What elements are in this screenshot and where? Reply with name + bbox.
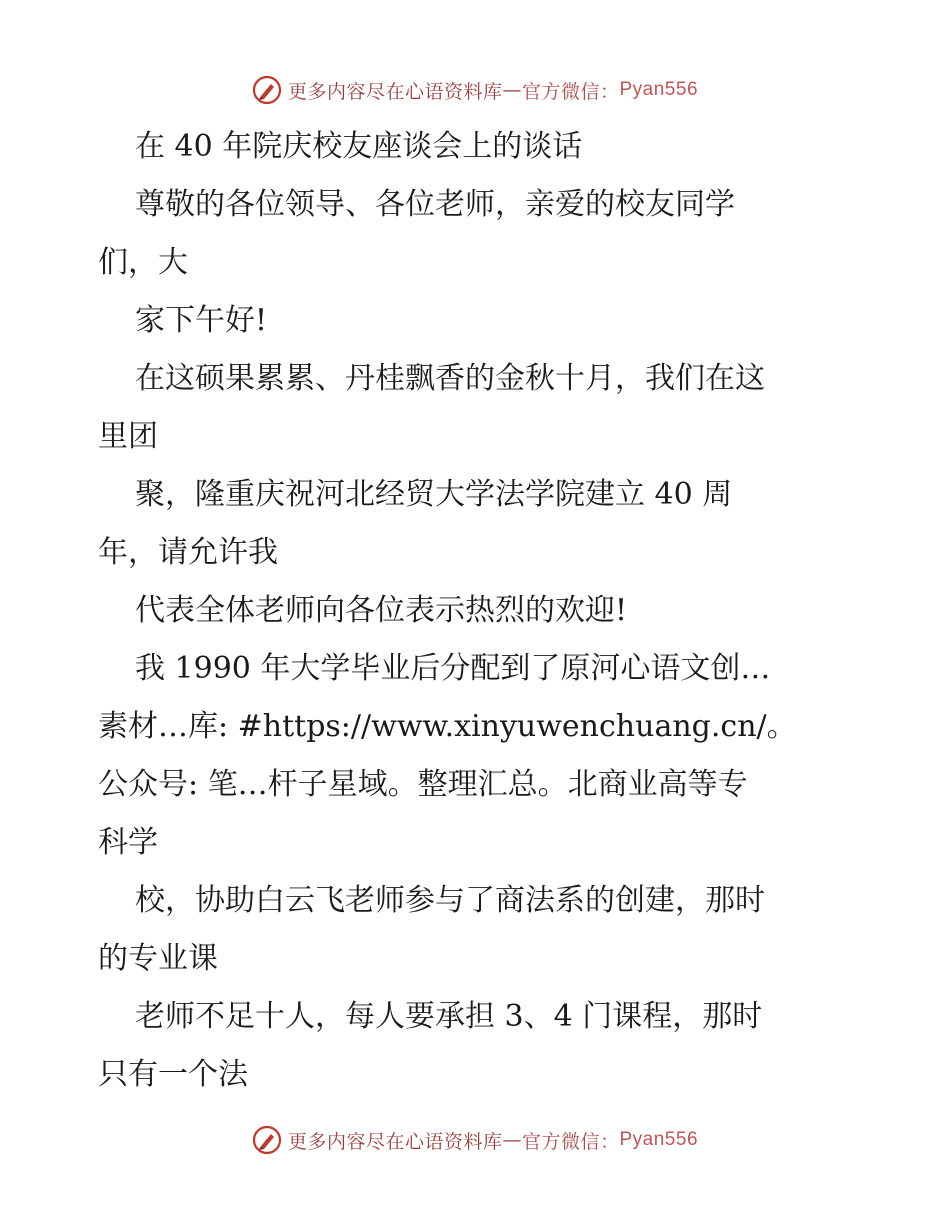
document-line: 代表全体老师向各位表示热烈的欢迎! — [135, 593, 628, 628]
document-line: 只有一个法 — [98, 1057, 248, 1092]
document-line: 们，大 — [98, 245, 188, 280]
banner-wechat-handle: Pyan556 — [619, 79, 699, 100]
header-banner — [0, 72, 950, 108]
document-line: 家下午好! — [135, 303, 268, 338]
document-line: 尊敬的各位领导、各位老师，亲爱的校友同学 — [135, 187, 735, 222]
document-line: 校，协助白云飞老师参与了商法系的创建，那时 — [135, 883, 765, 918]
document-line: 在 40 年院庆校友座谈会上的谈话 — [135, 129, 583, 164]
banner-wechat-handle: Pyan556 — [619, 1129, 699, 1150]
document-line: 公众号: 笔…杆子星域。整理汇总。北商业高等专 — [98, 767, 748, 802]
banner-dash: — — [502, 79, 522, 101]
document-body — [98, 118, 858, 1104]
document-line: 素材…库: #https://www.xinyuwenchuang.cn/。 — [98, 709, 797, 744]
document-line: 年，请允许我 — [98, 535, 278, 570]
banner-wechat-label: 官方微信： — [521, 80, 620, 103]
pen-logo-icon — [252, 1125, 282, 1155]
footer-banner — [0, 1122, 950, 1158]
banner-wechat-label: 官方微信： — [521, 1130, 620, 1153]
document-line: 聚，隆重庆祝河北经贸大学法学院建立 40 周 — [135, 477, 733, 512]
banner-site-text: 更多内容尽在心语资料库 — [287, 80, 503, 103]
document-line: 我 1990 年大学毕业后分配到了原河心语文创… — [135, 651, 771, 686]
document-line: 老师不足十人，每人要承担 3、4 门课程，那时 — [135, 999, 763, 1034]
document-line: 科学 — [98, 825, 158, 860]
document-line: 在这硕果累累、丹桂飘香的金秋十月，我们在这 — [135, 361, 765, 396]
banner-dash: — — [502, 1129, 522, 1151]
banner-site-text: 更多内容尽在心语资料库 — [287, 1130, 503, 1153]
document-line: 里团 — [98, 419, 158, 454]
pen-logo-icon — [252, 75, 282, 105]
document-line: 的专业课 — [98, 941, 218, 976]
